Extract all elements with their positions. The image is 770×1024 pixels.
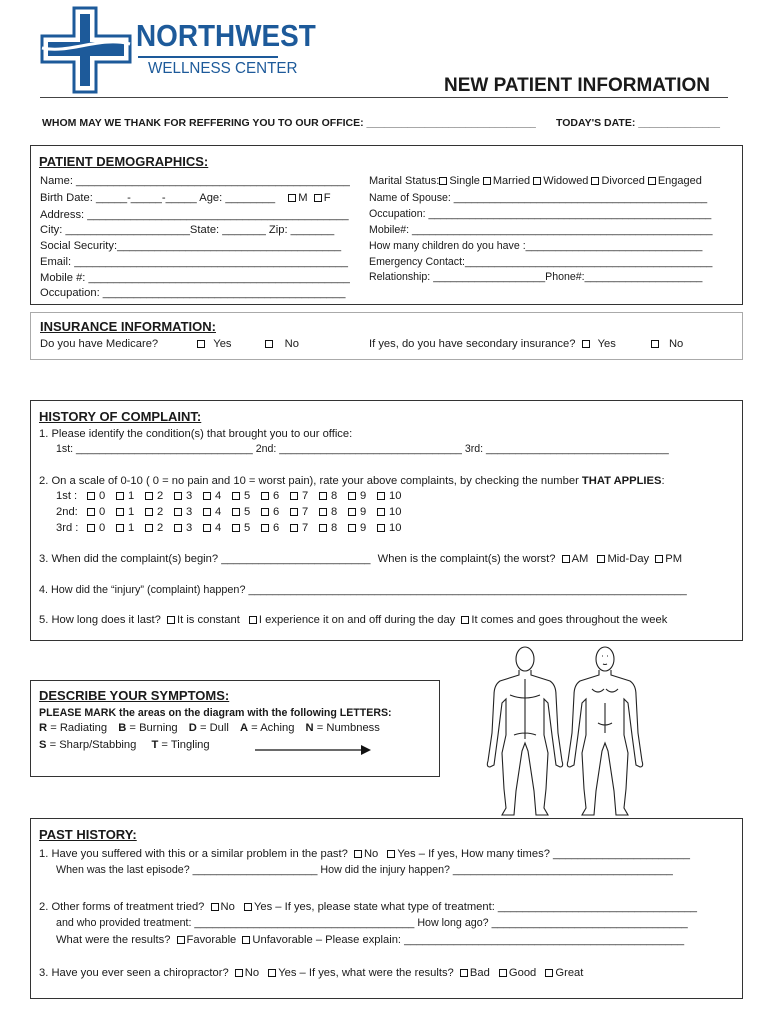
legend-meaning: = Numbness xyxy=(313,722,380,734)
past-q2 xyxy=(39,901,697,913)
pain-scale-checkbox[interactable] xyxy=(377,524,385,532)
pain-scale-number: 10 xyxy=(389,490,402,502)
past-q1-text: 1. Have you suffered with this or a similar problem in the past? xyxy=(39,848,348,860)
worst-midday-checkbox[interactable] xyxy=(597,555,605,563)
pain-scale-checkbox[interactable] xyxy=(319,508,327,516)
worst-midday-label: Mid-Day xyxy=(607,553,650,565)
chiro-yes-label: Yes – If yes, what were the results? xyxy=(278,967,454,979)
pain-scale-number: 4 xyxy=(215,522,222,534)
past-q2-yes-checkbox[interactable] xyxy=(244,903,252,911)
female-label: F xyxy=(323,192,331,204)
pain-scale-number: 0 xyxy=(99,490,106,502)
duration-question: 5. How long does it last? xyxy=(39,614,161,626)
conditions-field[interactable]: 1st: ______________________________ 2nd: _______________________________ 3rd: _______________________________ xyxy=(56,443,669,455)
medicare-yes-checkbox[interactable] xyxy=(197,340,205,348)
legend-meaning: = Radiating xyxy=(47,722,108,734)
past-results-row xyxy=(56,934,684,946)
chiro-yes-checkbox[interactable] xyxy=(268,969,276,977)
pain-scale-number: 9 xyxy=(360,506,367,518)
pain-scale-checkbox[interactable] xyxy=(232,508,240,516)
chiro-no-label: No xyxy=(244,967,260,979)
complaint-q1: 1. Please identify the condition(s) that brought you to our office: xyxy=(39,428,353,440)
pain-scale-number: 3 xyxy=(186,522,193,534)
duration-onoff-checkbox[interactable] xyxy=(249,616,257,624)
marital-divorced-checkbox[interactable] xyxy=(591,177,599,185)
pain-scale-number: 6 xyxy=(273,490,280,502)
complaint-worst-question: When is the complaint(s) the worst? xyxy=(377,553,556,565)
pain-scale-checkbox[interactable] xyxy=(348,524,356,532)
mobile-field[interactable]: Mobile #: __________________________________________ xyxy=(40,272,350,284)
chiro-bad-checkbox[interactable] xyxy=(460,969,468,977)
marital-option: Engaged xyxy=(657,175,702,187)
secondary-no-checkbox[interactable] xyxy=(651,340,659,348)
logo xyxy=(40,6,316,96)
complaint-title: HISTORY OF COMPLAINT: xyxy=(39,409,202,424)
female-checkbox[interactable] xyxy=(314,194,322,202)
legend-meaning: = Burning xyxy=(126,722,178,734)
pain-scale-checkbox[interactable] xyxy=(145,524,153,532)
pain-scale-number: 9 xyxy=(360,522,367,534)
pain-scale-number: 2 xyxy=(157,506,164,518)
duration-option: I experience it on and off during the day xyxy=(258,614,456,626)
complaint-q2-colon: : xyxy=(661,475,665,487)
pain-scale-number: 6 xyxy=(273,506,280,518)
worst-pm-checkbox[interactable] xyxy=(655,555,663,563)
legend-meaning: = Aching xyxy=(248,722,295,734)
complaint-q2-emphasis: THAT APPLIES xyxy=(581,475,662,487)
name-field[interactable]: Name: ____________________________________________ xyxy=(40,175,350,187)
pain-scale-checkbox[interactable] xyxy=(232,492,240,500)
marital-option: Divorced xyxy=(601,175,645,187)
chiro-result-label: Great xyxy=(555,967,584,979)
past-q3-text: 3. Have you ever seen a chiropractor? xyxy=(39,967,229,979)
pain-scale-number: 2 xyxy=(157,490,164,502)
chiro-great-checkbox[interactable] xyxy=(545,969,553,977)
pain-scale-checkbox[interactable] xyxy=(232,524,240,532)
logo-subtitle: WELLNESS CENTER xyxy=(148,60,298,77)
pain-scale-checkbox[interactable] xyxy=(261,524,269,532)
city-state-zip-field[interactable]: City: ____________________State: _______ Zip: _______ xyxy=(40,224,335,236)
male-label: M xyxy=(298,192,308,204)
pain-scale-label: 2nd: xyxy=(56,506,78,518)
marital-married-checkbox[interactable] xyxy=(483,177,491,185)
pain-scale-checkbox[interactable] xyxy=(174,524,182,532)
symptoms-instructions: PLEASE MARK the areas on the diagram with the following LETTERS: xyxy=(39,707,392,719)
legend-meaning: = Dull xyxy=(196,722,229,734)
past-q1-no-checkbox[interactable] xyxy=(354,850,362,858)
pain-scale-checkbox[interactable] xyxy=(261,508,269,516)
legend-letter: N xyxy=(305,722,314,734)
pain-scale-number: 1 xyxy=(128,490,135,502)
marital-engaged-checkbox[interactable] xyxy=(648,177,656,185)
worst-am-label: AM xyxy=(571,553,589,565)
pain-scale-number: 7 xyxy=(302,490,309,502)
pain-scale-checkbox[interactable] xyxy=(116,508,124,516)
marital-option: Widowed xyxy=(543,175,589,187)
injury-how-field[interactable]: 4. How did the “injury” (complaint) happen? _________________________________________________________________________ xyxy=(39,584,687,596)
complaint-begin-field[interactable]: 3. When did the complaint(s) begin? ________________________ xyxy=(39,553,371,565)
pain-scale-number: 0 xyxy=(99,522,106,534)
unfavorable-explain-field[interactable]: Unfavorable – Please explain: _____________________________________________ xyxy=(252,934,685,946)
marital-option: Married xyxy=(492,175,531,187)
pain-scale-checkbox[interactable] xyxy=(87,492,95,500)
pain-scale-checkbox[interactable] xyxy=(174,508,182,516)
worst-am-checkbox[interactable] xyxy=(562,555,570,563)
complaint-q5 xyxy=(39,614,667,626)
past-q1-times-field[interactable]: Yes – If yes, How many times? ______________________ xyxy=(397,848,690,860)
duration-option: It is constant xyxy=(177,614,240,626)
past-history-title: PAST HISTORY: xyxy=(39,827,137,842)
medicare-no-label: No xyxy=(284,338,299,350)
pain-scale-checkbox[interactable] xyxy=(290,508,298,516)
complaint-q3 xyxy=(39,553,682,565)
referral-field[interactable]: WHOM MAY WE THANK FOR REFFERING YOU TO OUR OFFICE: _____________________________ xyxy=(42,117,536,129)
past-results-question: What were the results? xyxy=(56,934,171,946)
duration-option: It comes and goes throughout the week xyxy=(471,614,668,626)
todays-date-field[interactable]: TODAY'S DATE: ______________ xyxy=(556,117,720,129)
past-q1-yes-checkbox[interactable] xyxy=(387,850,395,858)
pain-scale-number: 1 xyxy=(128,506,135,518)
logo-name: NORTHWEST xyxy=(136,18,316,53)
past-q1 xyxy=(39,848,690,860)
marital-single-checkbox[interactable] xyxy=(439,177,447,185)
body-back-figure xyxy=(487,647,562,815)
legend-letter: T xyxy=(151,739,159,751)
pain-scale-number: 0 xyxy=(99,506,106,518)
pain-scale-checkbox[interactable] xyxy=(261,492,269,500)
marital-option: Single xyxy=(449,175,480,187)
symptom-legend-row-1 xyxy=(39,722,380,734)
past-q2-no-label: No xyxy=(220,901,235,913)
marital-status-row xyxy=(369,175,702,187)
past-q2-treatment-field[interactable]: Yes – If yes, please state what type of treatment: ________________________________ xyxy=(253,901,698,913)
pain-scale-row xyxy=(56,506,401,518)
pain-scale-number: 5 xyxy=(244,522,251,534)
past-provider-field[interactable]: and who provided treatment: _____________________________________ How long ago? _________________________________ xyxy=(56,917,688,929)
legend-meaning: = Sharp/Stabbing xyxy=(46,739,137,751)
pain-scale-row xyxy=(56,522,401,534)
body-diagram[interactable] xyxy=(480,643,660,818)
secondary-no-label: No xyxy=(668,338,684,350)
duration-week-checkbox[interactable] xyxy=(461,616,469,624)
medicare-yes-label: Yes xyxy=(213,338,232,350)
relationship-phone-field[interactable]: Relationship: ___________________Phone#:____________________ xyxy=(369,271,703,283)
pain-scale-checkbox[interactable] xyxy=(116,492,124,500)
legend-letter: S xyxy=(39,739,47,751)
pain-scale-checkbox[interactable] xyxy=(203,508,211,516)
pain-scale-number: 10 xyxy=(389,506,402,518)
symptom-legend-row-2 xyxy=(39,739,210,751)
complaint-q2-text: 2. On a scale of 0-10 ( 0 = no pain and 10 = worst pain), rate your above complaints, by checking the number xyxy=(39,475,582,487)
pain-scale-checkbox[interactable] xyxy=(319,492,327,500)
pain-scale-label: 3rd : xyxy=(56,522,79,534)
pain-scale-number: 4 xyxy=(215,490,222,502)
secondary-question: If yes, do you have secondary insurance? xyxy=(369,338,576,350)
birth-age-field[interactable]: Birth Date: _____-_____-_____ Age: ________ xyxy=(40,192,276,204)
pain-scale-number: 3 xyxy=(186,506,193,518)
arrow-right-icon xyxy=(255,744,373,756)
pain-scale-checkbox[interactable] xyxy=(203,492,211,500)
pain-scale-checkbox[interactable] xyxy=(377,492,385,500)
pain-scale-number: 5 xyxy=(244,506,251,518)
emergency-contact-field[interactable]: Emergency Contact:__________________________________________ xyxy=(369,256,713,268)
pain-scale-number: 5 xyxy=(244,490,251,502)
body-front-figure xyxy=(567,647,642,815)
title-rule xyxy=(40,97,728,98)
pain-scale-checkbox[interactable] xyxy=(290,524,298,532)
pain-scale-checkbox[interactable] xyxy=(116,524,124,532)
pain-scale-number: 10 xyxy=(389,522,402,534)
legend-letter: B xyxy=(118,722,127,734)
marital-label: Marital Status: xyxy=(369,175,440,187)
favorable-label: Favorable xyxy=(186,934,237,946)
form-title: NEW PATIENT INFORMATION xyxy=(444,75,710,96)
email-field[interactable]: Email: ____________________________________________ xyxy=(40,256,348,268)
pain-scale-checkbox[interactable] xyxy=(145,492,153,500)
insurance-title: INSURANCE INFORMATION: xyxy=(40,319,216,334)
pain-scale-number: 7 xyxy=(302,506,309,518)
marital-widowed-checkbox[interactable] xyxy=(533,177,541,185)
pain-scale-number: 4 xyxy=(215,506,222,518)
pain-scale-number: 6 xyxy=(273,522,280,534)
pain-scale-checkbox[interactable] xyxy=(87,508,95,516)
secondary-yes-checkbox[interactable] xyxy=(582,340,590,348)
secondary-yes-label: Yes xyxy=(597,338,616,350)
worst-pm-label: PM xyxy=(665,553,683,565)
legend-letter: R xyxy=(39,722,48,734)
ssn-field[interactable]: Social Security:____________________________________ xyxy=(40,240,342,252)
pain-scale-number: 9 xyxy=(360,490,367,502)
past-q2-text: 2. Other forms of treatment tried? xyxy=(39,901,205,913)
pain-scale-number: 8 xyxy=(331,522,338,534)
children-field[interactable]: How many children do you have :______________________________ xyxy=(369,240,703,252)
pain-scale-number: 8 xyxy=(331,490,338,502)
pain-scale-number: 2 xyxy=(157,522,164,534)
legend-letter: D xyxy=(188,722,197,734)
legend-letter: A xyxy=(239,722,249,734)
chiro-result-label: Good xyxy=(508,967,537,979)
medicare-no-checkbox[interactable] xyxy=(265,340,273,348)
pain-scale-checkbox[interactable] xyxy=(377,508,385,516)
legend-meaning: = Tingling xyxy=(158,739,210,751)
pain-scale-number: 7 xyxy=(302,522,309,534)
pain-scale-label: 1st : xyxy=(56,490,78,502)
pain-scale-checkbox[interactable] xyxy=(145,508,153,516)
male-checkbox[interactable] xyxy=(288,194,296,202)
pain-scale-checkbox[interactable] xyxy=(174,492,182,500)
pain-scale-row xyxy=(56,490,401,502)
medicare-row xyxy=(40,338,299,350)
secondary-row xyxy=(369,338,683,350)
favorable-checkbox[interactable] xyxy=(177,936,185,944)
address-field[interactable]: Address: __________________________________________ xyxy=(40,209,349,221)
cross-logo-icon xyxy=(40,6,132,94)
spouse-occupation-field[interactable]: Occupation: ________________________________________________ xyxy=(369,208,712,220)
pain-scale-checkbox[interactable] xyxy=(348,508,356,516)
past-q1-no-label: No xyxy=(363,848,379,860)
pain-scale-checkbox[interactable] xyxy=(87,524,95,532)
pain-scale-number: 3 xyxy=(186,490,193,502)
symptoms-title: DESCRIBE YOUR SYMPTOMS: xyxy=(39,688,230,703)
pain-scale-number: 8 xyxy=(331,506,338,518)
birth-row xyxy=(40,192,331,204)
pain-scale-number: 1 xyxy=(128,522,135,534)
chiro-result-label: Bad xyxy=(469,967,490,979)
spouse-field[interactable]: Name of Spouse: ___________________________________________ xyxy=(369,192,708,204)
complaint-q2 xyxy=(39,475,665,487)
spouse-mobile-field[interactable]: Mobile#: ___________________________________________________ xyxy=(369,224,713,236)
medicare-question: Do you have Medicare? xyxy=(40,338,159,350)
chiro-good-checkbox[interactable] xyxy=(499,969,507,977)
past-q3 xyxy=(39,967,583,979)
duration-constant-checkbox[interactable] xyxy=(167,616,175,624)
logo-rule xyxy=(138,56,278,58)
past-q2-no-checkbox[interactable] xyxy=(211,903,219,911)
pain-scale-checkbox[interactable] xyxy=(348,492,356,500)
pain-scale-checkbox[interactable] xyxy=(203,524,211,532)
pain-scale-checkbox[interactable] xyxy=(319,524,327,532)
chiro-no-checkbox[interactable] xyxy=(235,969,243,977)
unfavorable-checkbox[interactable] xyxy=(242,936,250,944)
occupation-field[interactable]: Occupation: _______________________________________ xyxy=(40,287,346,299)
past-episode-field[interactable]: When was the last episode? _____________________ How did the injury happen? _____________________________________ xyxy=(56,864,673,876)
pain-scale-checkbox[interactable] xyxy=(290,492,298,500)
demographics-title: PATIENT DEMOGRAPHICS: xyxy=(39,154,209,169)
